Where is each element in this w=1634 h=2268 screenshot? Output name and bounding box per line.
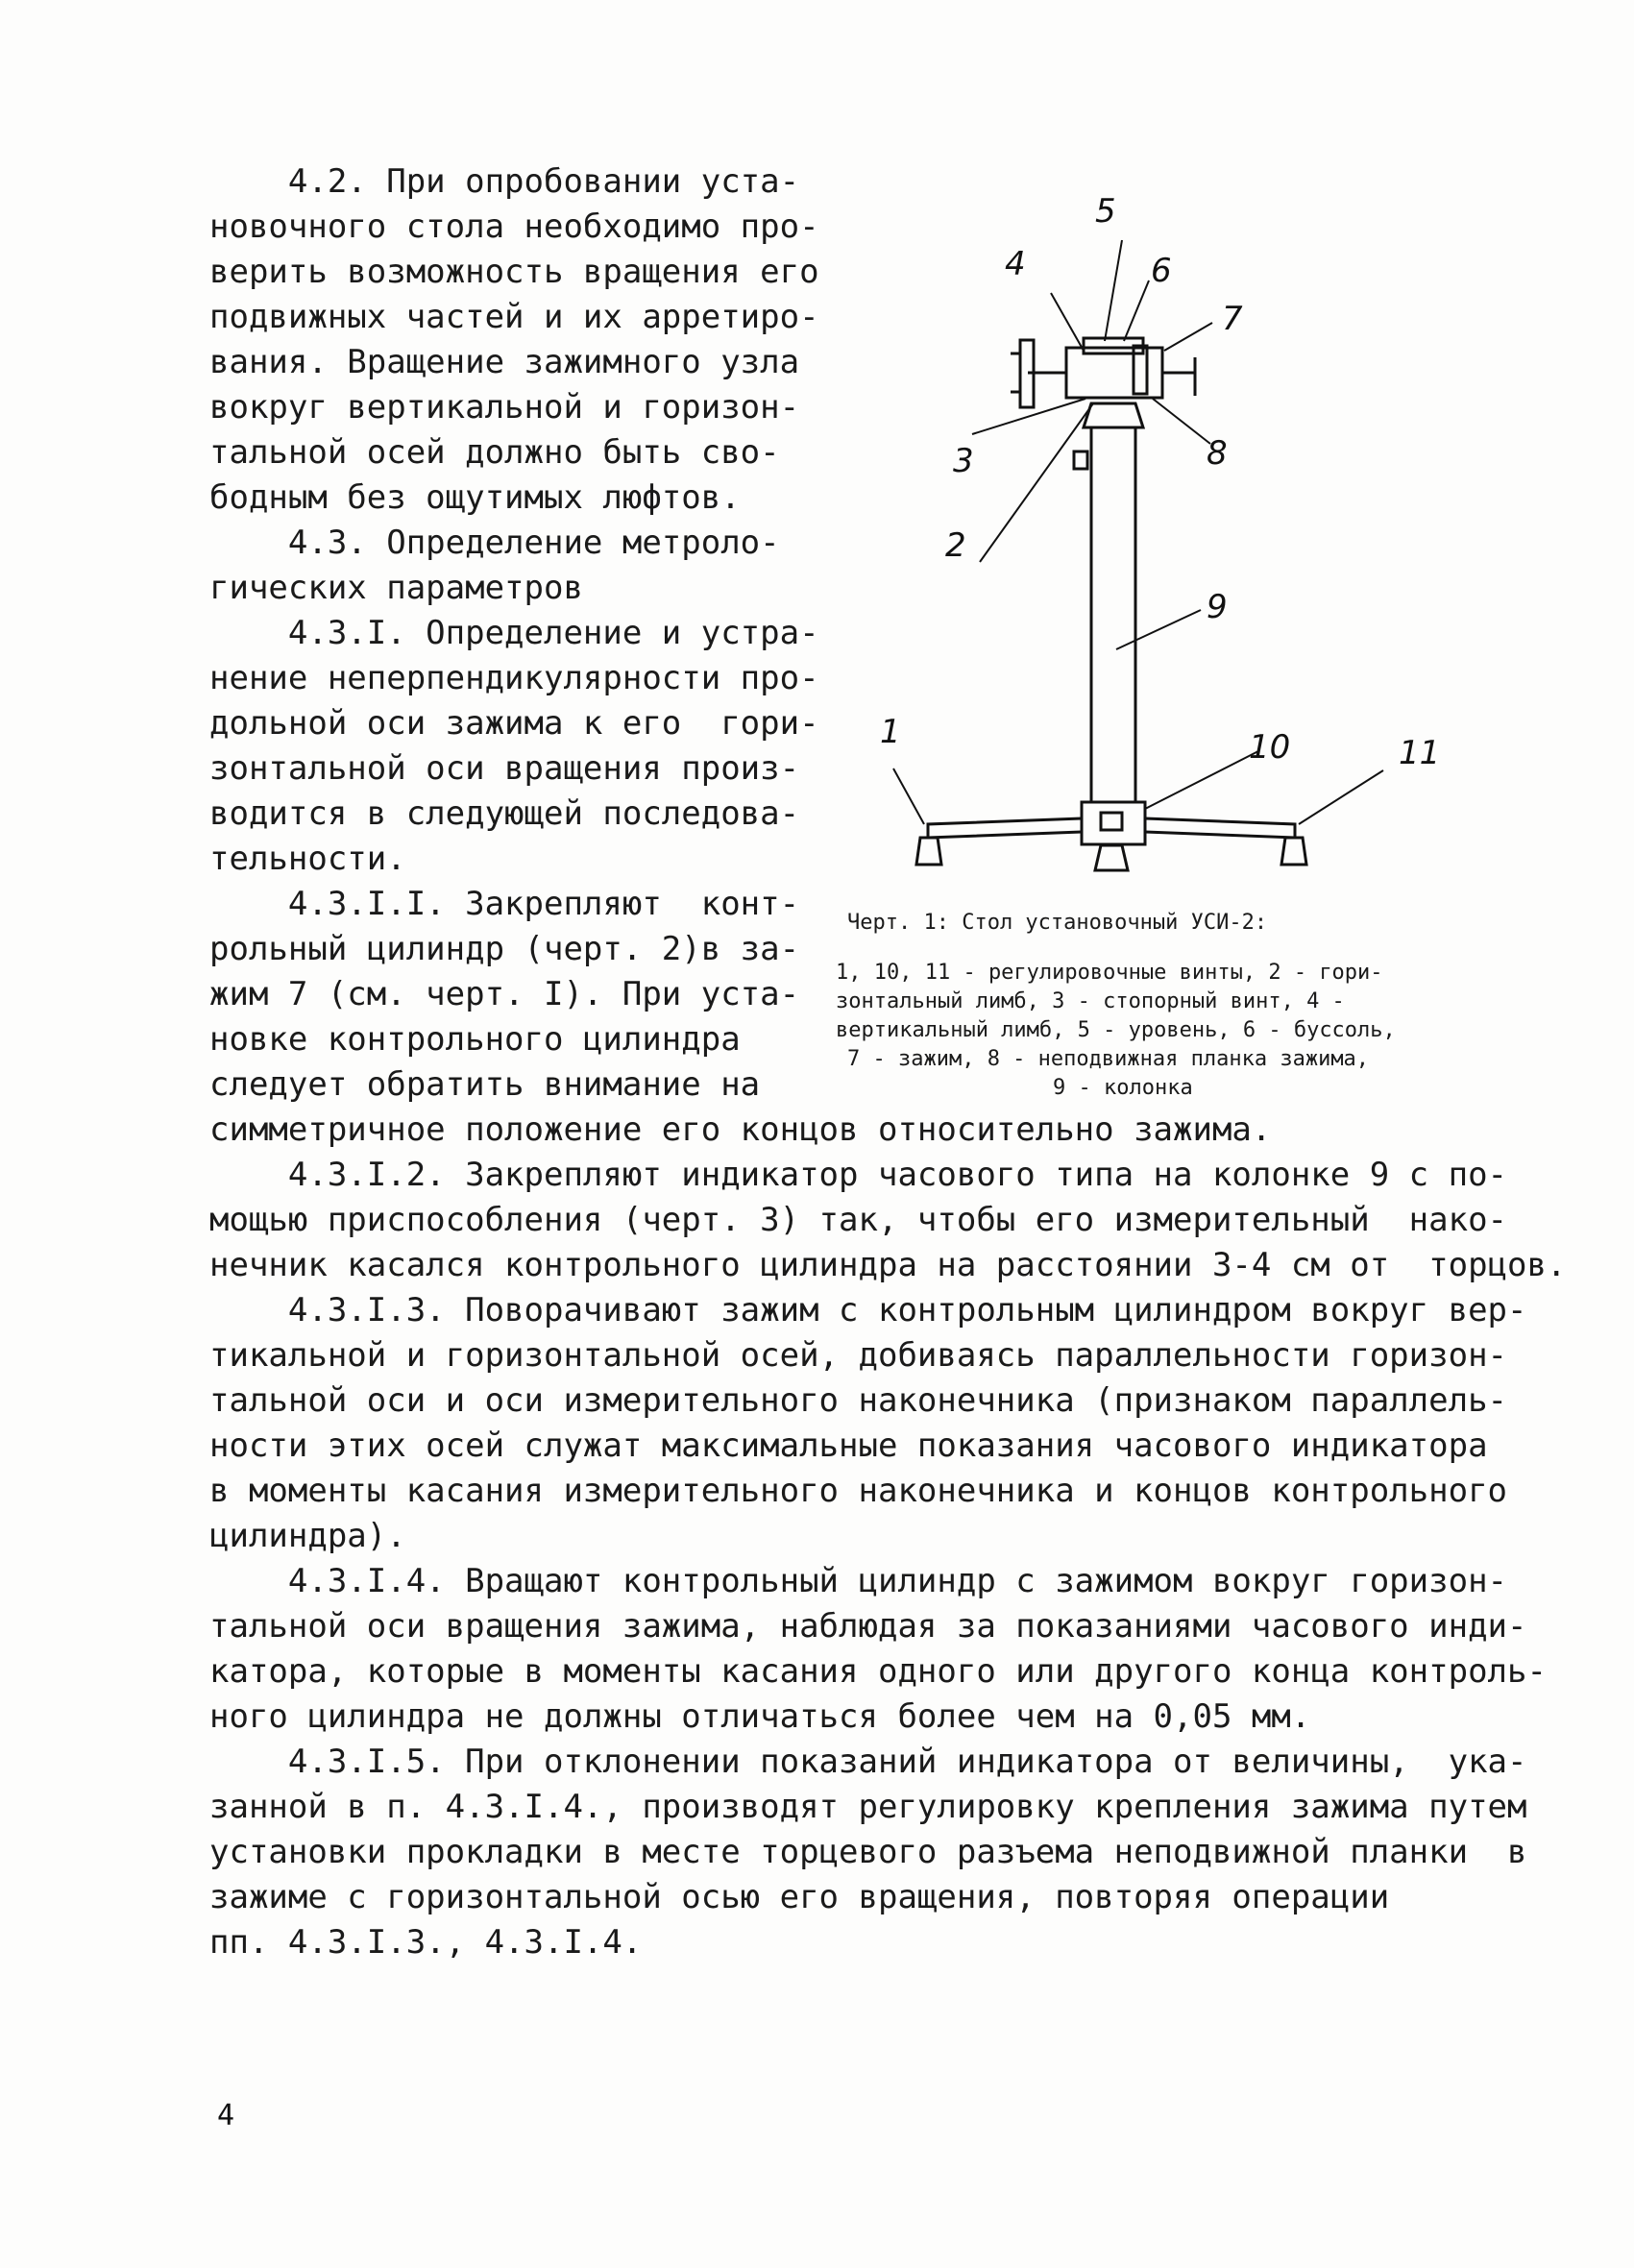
text-line: катора, которые в моменты касания одного или другого конца контроль- <box>209 1652 1547 1691</box>
left-leg-shape <box>928 818 1082 838</box>
label-4: 4 <box>1005 245 1026 283</box>
text-line: тальной осей должно быть сво- <box>209 433 780 472</box>
text-line: мощью приспособления (черт. 3) так, чтобы его измерительный нако- <box>209 1201 1508 1239</box>
text-line: нение неперпендикулярности про- <box>209 659 819 697</box>
horizontal-limb-shape <box>1084 403 1143 427</box>
foot-right <box>1281 838 1306 865</box>
text-line: пп. 4.3.I.3., 4.3.I.4. <box>209 1923 643 1962</box>
figure-caption-line: 1, 10, 11 - регулировочные винты, 2 - гори- <box>836 961 1383 985</box>
text-line: следует обратить внимание на <box>209 1065 761 1104</box>
text-line: зажиме с горизонтальной осью его вращения, повторяя операции <box>209 1878 1390 1916</box>
text-line: вания. Вращение зажимного узла <box>209 343 800 381</box>
foot-left <box>916 838 941 865</box>
text-line: в моменты касания измерительного наконечника и концов контрольного <box>209 1472 1508 1510</box>
label-10: 10 <box>1249 728 1291 767</box>
foot-center <box>1095 845 1128 870</box>
text-line: жим 7 (см. черт. I). При уста- <box>209 975 800 1013</box>
text-line: 4.3.I.2. Закрепляют индикатор часового типа на колонке 9 с по- <box>209 1156 1508 1194</box>
base-block-shape <box>1082 802 1145 844</box>
text-line: рольный цилиндр (черт. 2)в за- <box>209 930 800 968</box>
label-7: 7 <box>1222 300 1243 338</box>
text-line: тальной оси и оси измерительного наконечника (признаком параллель- <box>209 1381 1508 1420</box>
text-line: новке контрольного цилиндра <box>209 1020 741 1059</box>
text-line: 4.3. Определение метроло- <box>209 524 780 562</box>
text-line: зонтальной оси вращения произ- <box>209 749 800 788</box>
text-line: тикальной и горизонтальной осей, добиваясь параллельности горизон- <box>209 1336 1508 1375</box>
figure-caption-line: 9 - колонка <box>1053 1076 1193 1100</box>
figure-caption-line: вертикальный лимб, 5 - уровень, 6 - буссоль, <box>836 1018 1396 1042</box>
text-line: гических параметров <box>209 569 583 607</box>
text-line: 4.3.I.3. Поворачивают зажим с контрольным цилиндром вокруг вер- <box>209 1291 1527 1329</box>
text-line: вокруг вертикальной и горизон- <box>209 388 800 427</box>
figure-caption-line: зонтальный лимб, 3 - стопорный винт, 4 - <box>836 989 1345 1013</box>
label-8: 8 <box>1207 434 1228 473</box>
label-1: 1 <box>880 713 901 751</box>
stopper-screw-shape <box>1074 451 1087 469</box>
label-2: 2 <box>945 526 966 565</box>
text-line: симметричное положение его концов относительно зажима. <box>209 1110 1272 1149</box>
text-line: нечник касался контрольного цилиндра на расстоянии 3-4 см от торцов. <box>209 1246 1567 1284</box>
label-11: 11 <box>1399 734 1441 772</box>
text-line: занной в п. 4.3.I.4., производят регулировку крепления зажима путем <box>209 1788 1527 1826</box>
text-line: ного цилиндра не должны отличаться более чем на 0,05 мм. <box>209 1697 1311 1736</box>
text-line: 4.2. При опробовании уста- <box>209 162 800 201</box>
text-line: тельности. <box>209 840 406 878</box>
right-leg-shape <box>1145 818 1295 838</box>
figure-caption-title: Черт. 1: Стол установочный УСИ-2: <box>847 911 1268 935</box>
text-line: верить возможность вращения его <box>209 253 819 291</box>
text-line: 4.3.I.5. При отклонении показаний индикатора от величины, ука- <box>209 1743 1527 1781</box>
figure-caption-line: 7 - зажим, 8 - неподвижная планка зажима, <box>847 1047 1370 1071</box>
page-number: 4 <box>217 2099 235 2133</box>
label-3: 3 <box>953 442 974 480</box>
text-line: цилиндра). <box>209 1517 406 1555</box>
label-5: 5 <box>1095 192 1116 231</box>
column-shape <box>1091 427 1135 802</box>
text-line: новочного стола необходимо про- <box>209 207 819 246</box>
text-line: установки прокладки в месте торцевого разъема неподвижной планки в <box>209 1833 1527 1871</box>
text-line: бодным без ощутимых люфтов. <box>209 478 741 517</box>
text-line: 4.3.I. Определение и устра- <box>209 614 819 652</box>
text-line: дольной оси зажима к его гори- <box>209 704 819 743</box>
label-9: 9 <box>1207 588 1228 626</box>
label-6: 6 <box>1151 252 1172 290</box>
text-line: 4.3.I.I. Закрепляют конт- <box>209 885 800 923</box>
text-line: ности этих осей служат максимальные показания часового индикатора <box>209 1427 1488 1465</box>
text-line: водится в следующей последова- <box>209 794 800 833</box>
text-line: тальной оси вращения зажима, наблюдая за показаниями часового инди- <box>209 1607 1527 1646</box>
text-line: 4.3.I.4. Вращают контрольный цилиндр с зажимом вокруг горизон- <box>209 1562 1508 1600</box>
text-line: подвижных частей и их арретиро- <box>209 298 819 336</box>
